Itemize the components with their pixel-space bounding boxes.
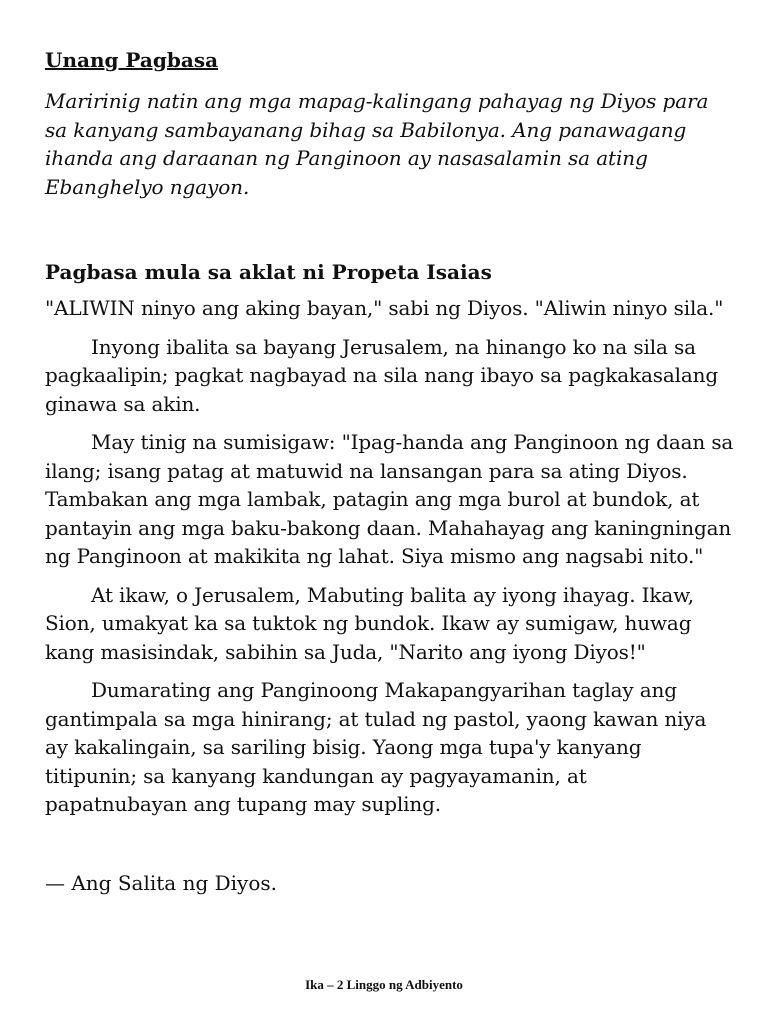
reading-paragraph: May tinig na sumisigaw: "Ipag-handa ang Panginoon ng daan sa ilang; isang patag at matuwid na lansangan para sa ating Diyos. Tambakan ang mga lambak, patagin ang mga burol at bundok, at pantayin ang mga baku-bakong daan. Mahahayag ang kaningningan ng Panginoon at makikita ng lahat. Siya mismo ang nagsabi nito.": [45, 430, 734, 568]
page-footer: Ika – 2 Linggo ng Adbiyento: [305, 977, 463, 992]
reading-paragraph: At ikaw, o Jerusalem, Mabuting balita ay iyong ihayag. Ikaw, Sion, umakyat ka sa tuktok ng bundok. Ikaw ay sumigaw, huwag kang masisindak, sabihin sa Juda, "Narito ang iyong Diyos!": [45, 582, 694, 664]
reading-title: Pagbasa mula sa aklat ni Propeta Isaias: [45, 260, 492, 284]
intro-paragraph: Maririnig natin ang mga mapag-kalingang pahayag ng Diyos para sa kanyang sambayanang bihag sa Babilonya. Ang panawagang ihanda ang daraanan ng Panginoon ay nasasalamin sa ating Ebanghelyo ngayon.: [45, 89, 709, 199]
closing-line: — Ang Salita ng Diyos.: [45, 870, 278, 895]
reading-paragraph: Inyong ibalita sa bayang Jerusalem, na hinango ko na sila sa pagkaalipin; pagkat nagbayad na sila nang ibayo sa pagkakasalang ginawa sa akin.: [45, 334, 719, 416]
section-heading: Unang Pagbasa: [45, 48, 219, 72]
reading-paragraph: Dumarating ang Panginoong Makapangyarihan taglay ang gantimpala sa mga hinirang; at tulad ng pastol, yaong kawan niya ay kakalingain, sa sariling bisig. Yaong mga tupa'y kanyang titipunin; sa kanyang kandungan ay pagyayamanin, at papatnubayan ang tupang may supling.: [45, 678, 707, 816]
document-page: [45, 46, 735, 897]
reading-paragraph: "ALIWIN ninyo ang aking bayan," sabi ng Diyos. "Aliwin ninyo sila.": [45, 296, 724, 320]
